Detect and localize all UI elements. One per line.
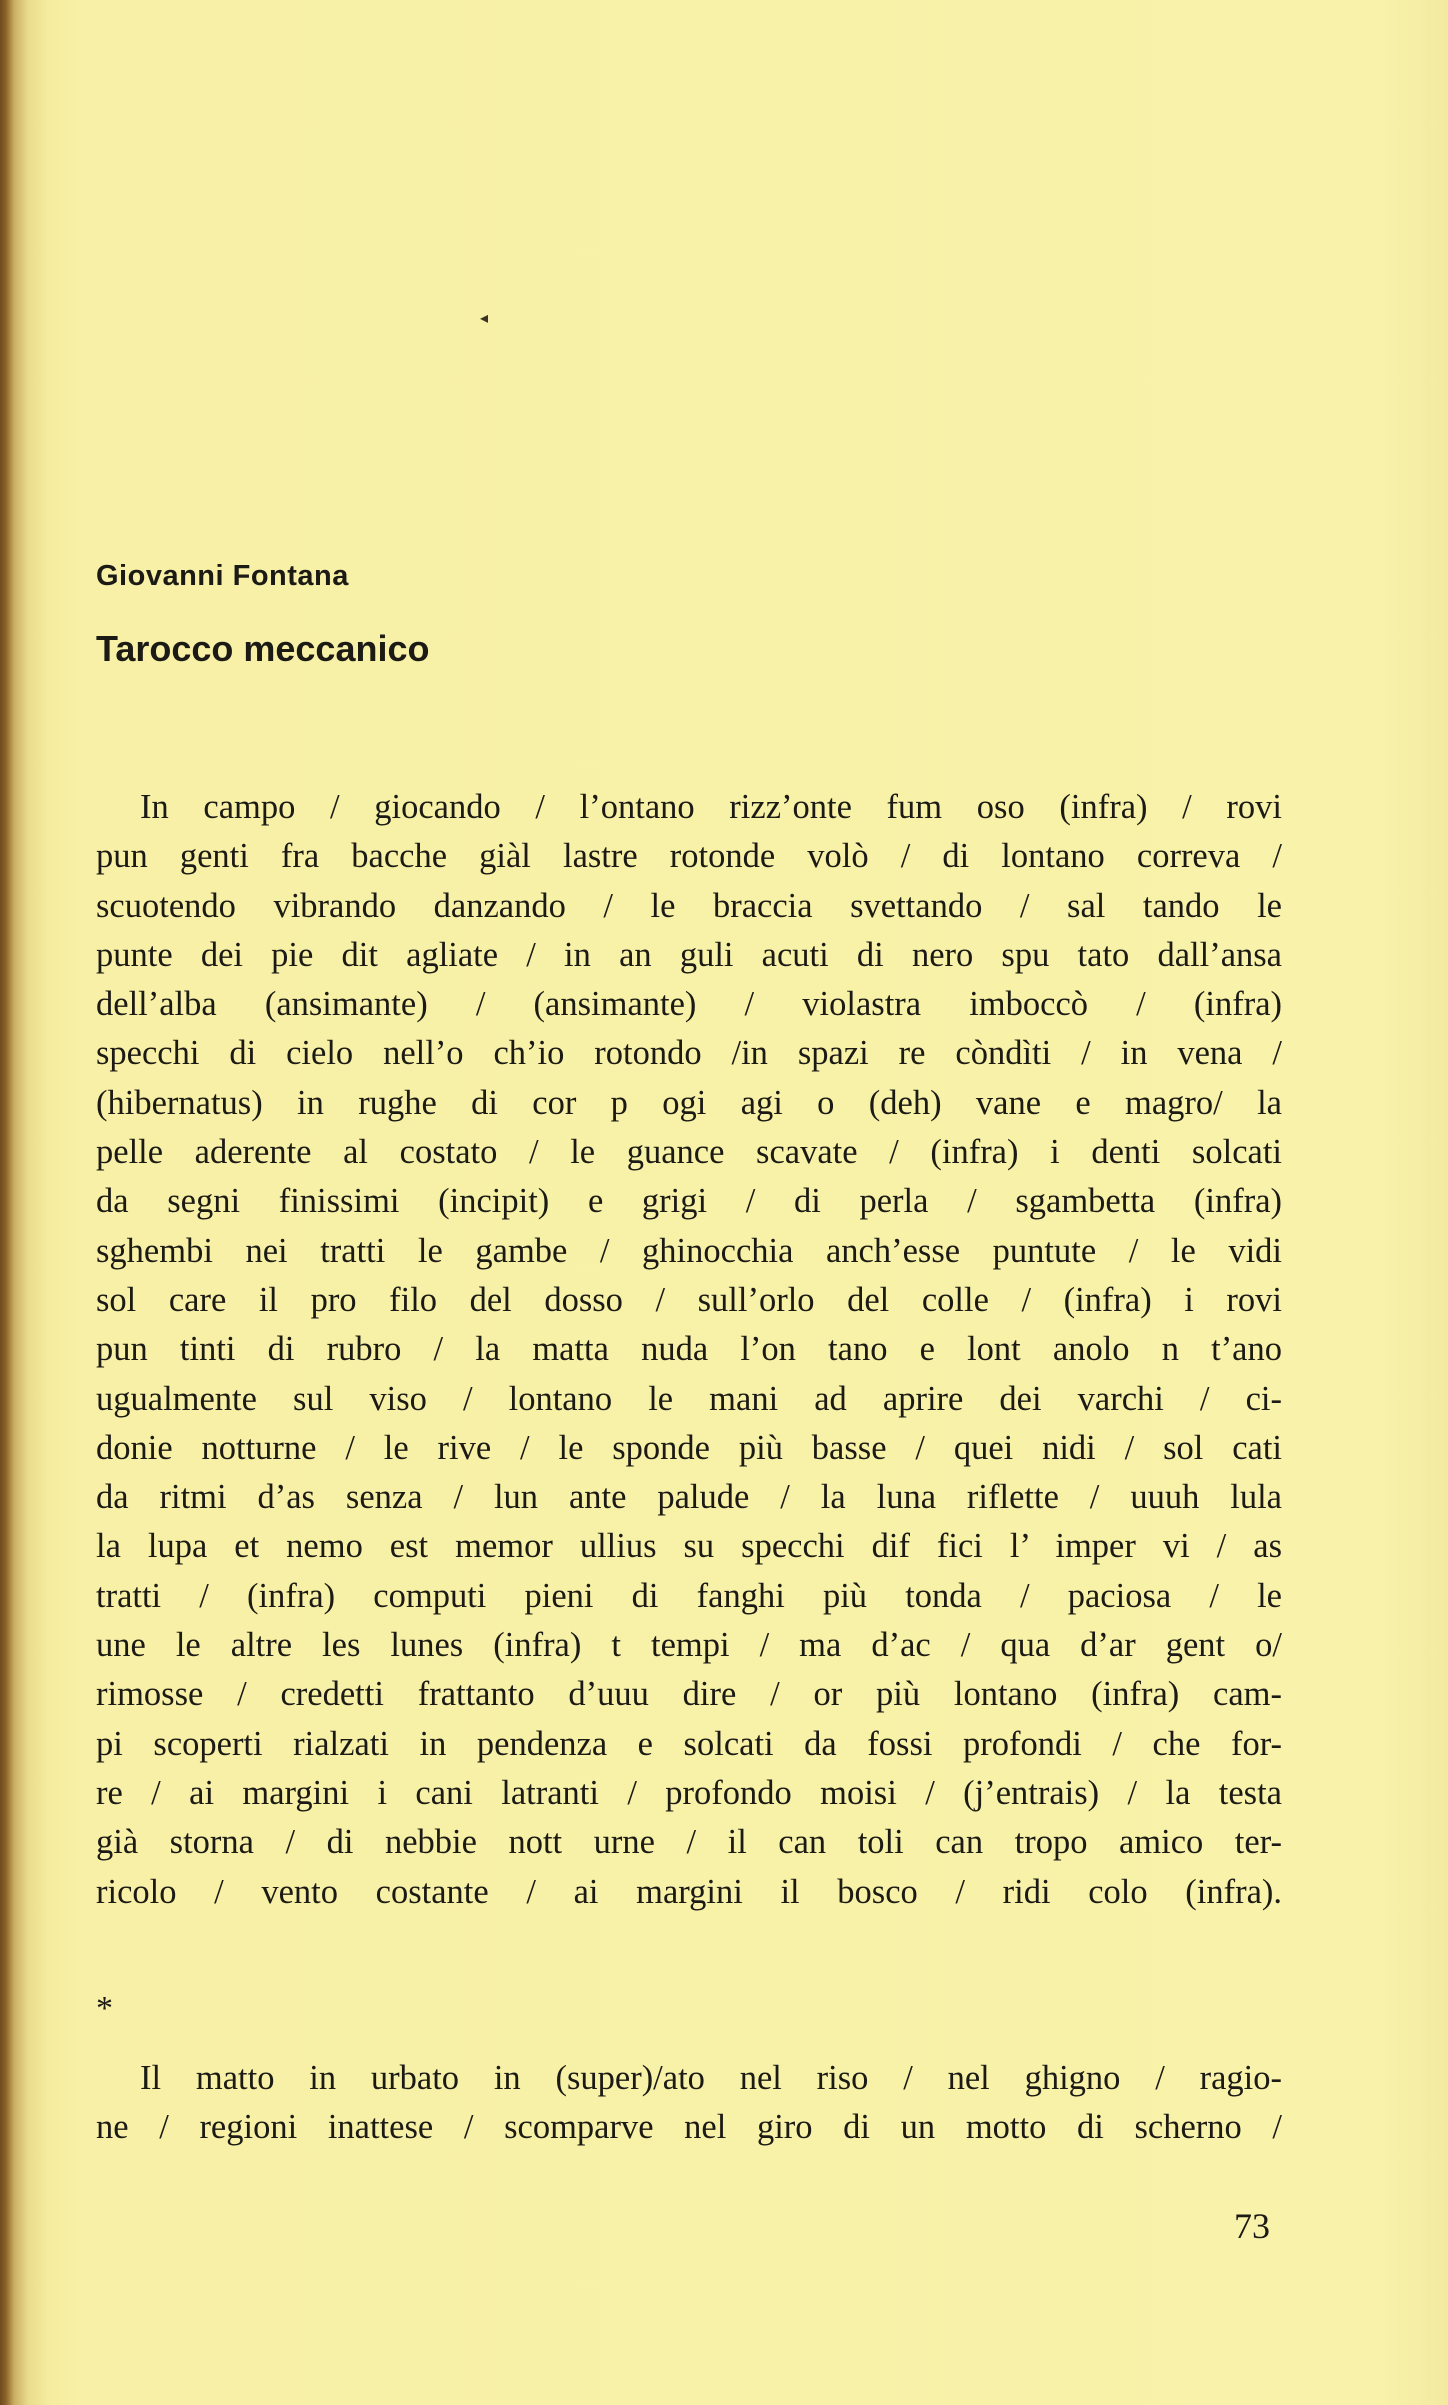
- text-line: scuotendo vibrando danzando / le braccia svettando / sal tando le: [96, 886, 1282, 925]
- text-line: specchi di cielo nell’o ch’io rotondo /in spazi re còndìti / in vena /: [96, 1034, 1282, 1073]
- author-name: Giovanni Fontana: [96, 560, 349, 592]
- text-line: sghembi nei tratti le gambe / ghinocchia anch’esse puntute / le vidi: [96, 1231, 1282, 1270]
- text-line: pun tinti di rubro / la matta nuda l’on tano e lont anolo n t’ano: [96, 1330, 1282, 1369]
- text-line: ugualmente sul viso / lontano le mani ad aprire dei varchi / ci-: [96, 1379, 1282, 1418]
- text-line: re / ai margini i cani latranti / profondo moisi / (j’entrais) / la testa: [96, 1773, 1282, 1812]
- text-line: dell’alba (ansimante) / (ansimante) / violastra imboccò / (infra): [96, 985, 1282, 1024]
- text-line: ricolo / vento costante / ai margini il bosco / ridi colo (infra).: [96, 1872, 1282, 1911]
- text-line: pun genti fra bacche giàl lastre rotonde volò / di lontano correva /: [96, 837, 1282, 876]
- text-line: già storna / di nebbie nott urne / il can toli can tropo amico ter-: [96, 1823, 1282, 1862]
- text-line: rimosse / credetti frattanto d’uuu dire / or più lontano (infra) cam-: [96, 1675, 1282, 1714]
- text-line: (hibernatus) in rughe di cor p ogi agi o (deh) vane e magro/ la: [96, 1083, 1282, 1122]
- text-line: sol care il pro filo del dosso / sull’orlo del colle / (infra) i rovi: [96, 1280, 1282, 1319]
- poem-body: [96, 783, 1282, 1917]
- text-line: pi scoperti rialzati in pendenza e solcati da fossi profondi / che for-: [96, 1724, 1282, 1763]
- text-line: une le altre les lunes (infra) t tempi / ma d’ac / qua d’ar gent o/: [96, 1626, 1282, 1665]
- text-line: pelle aderente al costato / le guance scavate / (infra) i denti solcati: [96, 1133, 1282, 1172]
- page-number: 73: [1234, 2206, 1270, 2246]
- section-separator: *: [96, 1990, 113, 2027]
- text-line: ne / regioni inattese / scomparve nel giro di un motto di scherno /: [96, 2108, 1282, 2147]
- text-line: tratti / (infra) computi pieni di fanghi più tonda / paciosa / le: [96, 1576, 1282, 1615]
- print-speck-icon: ◂: [480, 310, 489, 327]
- text-line: la lupa et nemo est memor ullius su specchi dif fici l’ imper vi / as: [96, 1527, 1282, 1566]
- text-line: Il matto in urbato in (super)/ato nel riso / nel ghigno / ragio-: [140, 2059, 1282, 2097]
- poem-continuation: [96, 2054, 1282, 2153]
- poem-title: Tarocco meccanico: [96, 628, 430, 669]
- text-line: da ritmi d’as senza / lun ante palude / la luna riflette / uuuh lula: [96, 1478, 1282, 1517]
- text-line: da segni finissimi (incipit) e grigi / di perla / sgambetta (infra): [96, 1182, 1282, 1221]
- text-line: donie notturne / le rive / le sponde più basse / quei nidi / sol cati: [96, 1428, 1282, 1467]
- text-line: In campo / giocando / l’ontano rizz’onte fum oso (infra) / rovi: [140, 788, 1282, 826]
- text-line: punte dei pie dit agliate / in an guli acuti di nero spu tato dall’ansa: [96, 935, 1282, 974]
